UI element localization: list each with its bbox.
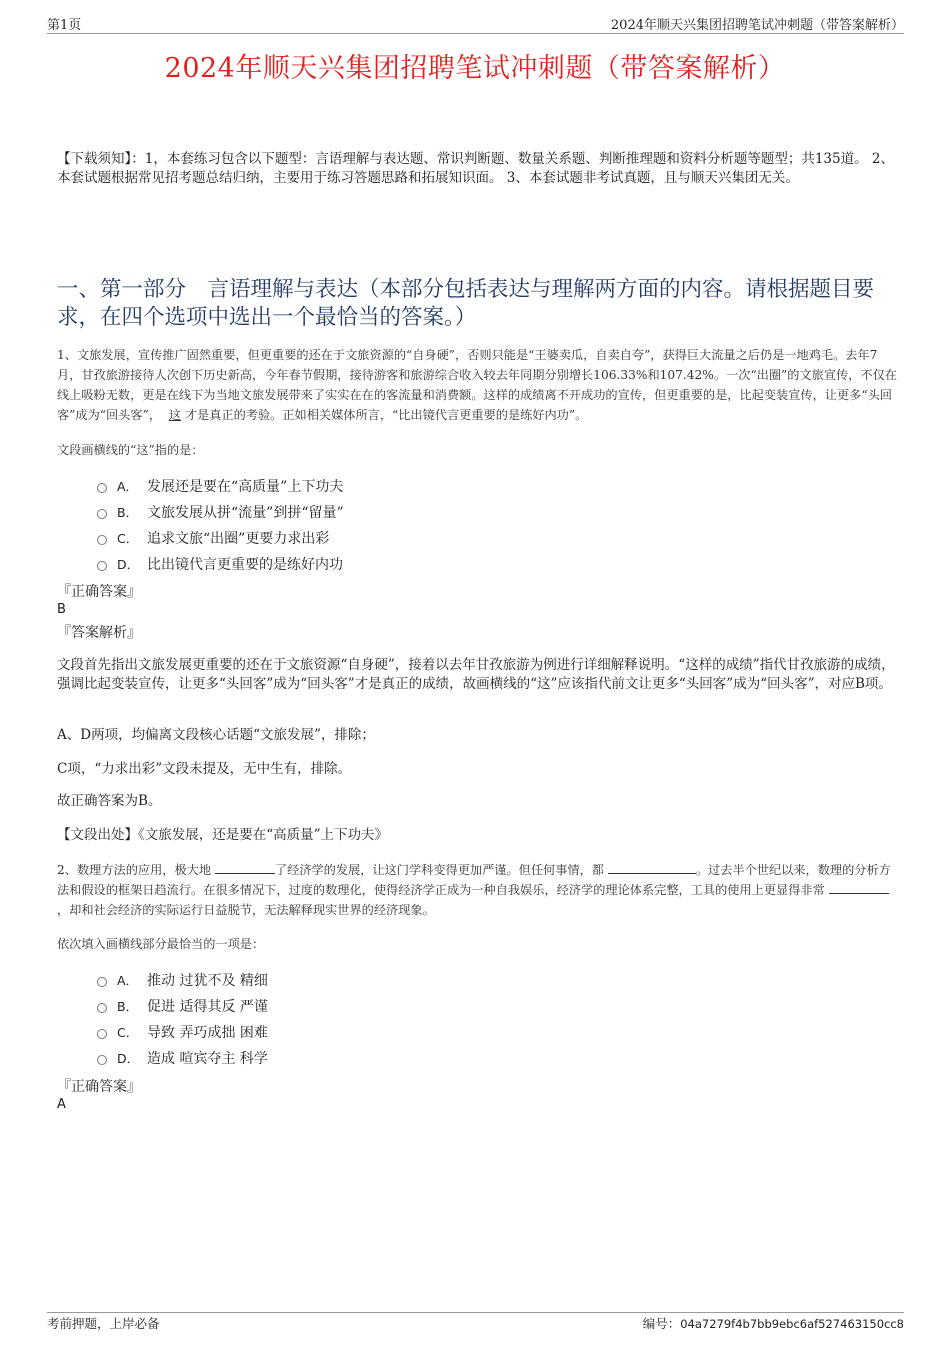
option-text: 推动 过犹不及 精细 xyxy=(147,973,268,989)
question-1-text-before: 1、文旅发展，宣传推广固然重要，但更重要的还在于文旅资源的“自身硬”，否则只能是“王婆卖瓜，自卖自夸”，获得巨大流量之后仍是一地鸡毛。去年7月，甘孜旅游接待人次创下历史新高，今年春节假期，接待游客和旅游综合收入较去年同期分别增长106.33%和107.42%。一次“出圈”的文旅宣传，不仅在线上吸粉无数，更是在线下为当地文旅发展带来了实实在在的客流量和消费额。这样的成绩离不开成功的宣传，但更重要的是，比起变装宣传，让更多“头回客”成为“回头客”， xyxy=(57,348,897,422)
question-1-answer: B xyxy=(57,602,66,617)
footer-slogan: 考前押题，上岸必备 xyxy=(47,1316,160,1331)
radio-icon[interactable] xyxy=(97,561,107,571)
question-1-explanation-para: 文段首先指出文旅发展更重要的还在于文旅资源“自身硬”，接着以去年甘孜旅游为例进行详细解释说明。“这样的成绩”指代甘孜旅游的成绩，强调比起变装宣传，让更多“头回客”成为“回头客”才是真正的成绩，故画横线的“这”应该指代前文让更多“头回客”成为“回头客”，对应B项。 xyxy=(57,657,895,692)
footer-divider xyxy=(47,1312,904,1313)
question-1-text xyxy=(57,345,898,425)
fill-blank xyxy=(829,880,889,894)
question-1-underlined-word: 这 xyxy=(168,408,181,422)
option-letter: B． xyxy=(117,999,139,1014)
option-letter: C． xyxy=(117,1025,139,1040)
option-letter: D． xyxy=(117,1051,140,1066)
radio-icon[interactable] xyxy=(97,977,107,987)
question-1-explanation-para: A、D两项，均偏离文段核心话题“文旅发展”，排除； xyxy=(57,727,375,743)
page-number: 第1页 xyxy=(47,18,82,33)
question-1-source: 【文段出处】《文旅发展，还是要在“高质量”上下功夫》 xyxy=(57,827,389,843)
option-text: 比出镜代言更重要的是练好内功 xyxy=(147,557,343,573)
question-1-option-c[interactable] xyxy=(97,528,329,548)
option-text: 追求文旅“出圈”更要力求出彩 xyxy=(147,531,330,547)
option-text: 文旅发展从拼“流量”到拼“留量” xyxy=(147,505,344,521)
fill-blank xyxy=(215,860,275,874)
question-2-option-d[interactable] xyxy=(97,1048,268,1068)
option-letter: A． xyxy=(117,479,139,494)
question-2-answer-label: 『正确答案』 xyxy=(57,1079,141,1095)
option-text: 发展还是要在“高质量”上下功夫 xyxy=(147,479,344,495)
question-1-prompt: 文段画横线的“这”指的是： xyxy=(57,443,204,457)
question-2-prompt: 依次填入画横线部分最恰当的一项是： xyxy=(57,937,265,951)
header-doc-title: 2024年顺天兴集团招聘笔试冲刺题（带答案解析） xyxy=(610,18,904,33)
question-2-text-part: 2、数理方法的应用，极大地 xyxy=(57,863,212,877)
option-text: 促进 适得其反 严谨 xyxy=(147,999,268,1015)
question-2-text xyxy=(57,860,898,920)
option-letter: B． xyxy=(117,505,139,520)
question-1-explanation-para: 故正确答案为B。 xyxy=(57,793,162,809)
question-1-text-after: 才是真正的考验。正如相关媒体所言，“比出镜代言更重要的是练好内功”。 xyxy=(184,408,588,422)
question-2-answer: A xyxy=(57,1097,66,1112)
option-text: 导致 弄巧成拙 困难 xyxy=(147,1025,268,1041)
option-letter: C． xyxy=(117,531,139,546)
fill-blank xyxy=(608,860,696,874)
radio-icon[interactable] xyxy=(97,535,107,545)
radio-icon[interactable] xyxy=(97,509,107,519)
footer-code-value: 04a7279f4b7bb9ebc6af527463150cc8 xyxy=(680,1317,904,1331)
question-1-explanation-para: C项，“力求出彩”文段未提及，无中生有，排除。 xyxy=(57,761,352,777)
radio-icon[interactable] xyxy=(97,483,107,493)
footer-code xyxy=(643,1314,904,1332)
question-1-option-a[interactable] xyxy=(97,476,343,496)
header-divider xyxy=(47,33,904,34)
question-2-option-a[interactable] xyxy=(97,970,268,990)
radio-icon[interactable] xyxy=(97,1029,107,1039)
option-letter: A． xyxy=(117,973,139,988)
option-letter: D． xyxy=(117,557,140,572)
question-1-option-b[interactable] xyxy=(97,502,344,522)
question-1-answer-label: 『正确答案』 xyxy=(57,584,141,600)
radio-icon[interactable] xyxy=(97,1003,107,1013)
question-2-text-part: 了经济学的发展，让这门学科变得更加严谨。但任何事情，都 xyxy=(274,863,604,877)
option-text: 造成 喧宾夺主 科学 xyxy=(147,1051,268,1067)
radio-icon[interactable] xyxy=(97,1055,107,1065)
question-1-option-d[interactable] xyxy=(97,554,343,574)
question-1-explanation-label: 『答案解析』 xyxy=(57,625,141,641)
download-notice: 【下载须知】：1，本套练习包含以下题型：言语理解与表达题、常识判断题、数量关系题、判断推理题和资料分析题等题型；共135道。 2、本套试题根据常见招考题总结归纳，主要用于练习答题思路和拓展知识面。 3、本套试题非考试真题，且与顺天兴集团无关。 xyxy=(57,151,894,186)
question-2-text-part: ，却和社会经济的实际运行日益脱节，无法解释现实世界的经济现象。 xyxy=(57,903,435,917)
question-2-option-b[interactable] xyxy=(97,996,268,1016)
footer-code-label: 编号： xyxy=(642,1316,681,1331)
question-2-text-part: 。过去半个世纪以来，数理的分析方法和假设的框架日趋流行。在很多情况下，过度的数理化，使得经济学正成为一种自我娱乐，经济学的理论体系完整，工具的使用上更显得非常 xyxy=(57,863,891,897)
page-title: 2024年顺天兴集团招聘笔试冲刺题（带答案解析） xyxy=(164,53,786,84)
section-heading: 一、第一部分 言语理解与表达（本部分包括表达与理解两方面的内容。请根据题目要求，在四个选项中选出一个最恰当的答案。） xyxy=(57,277,875,330)
question-2-option-c[interactable] xyxy=(97,1022,268,1042)
